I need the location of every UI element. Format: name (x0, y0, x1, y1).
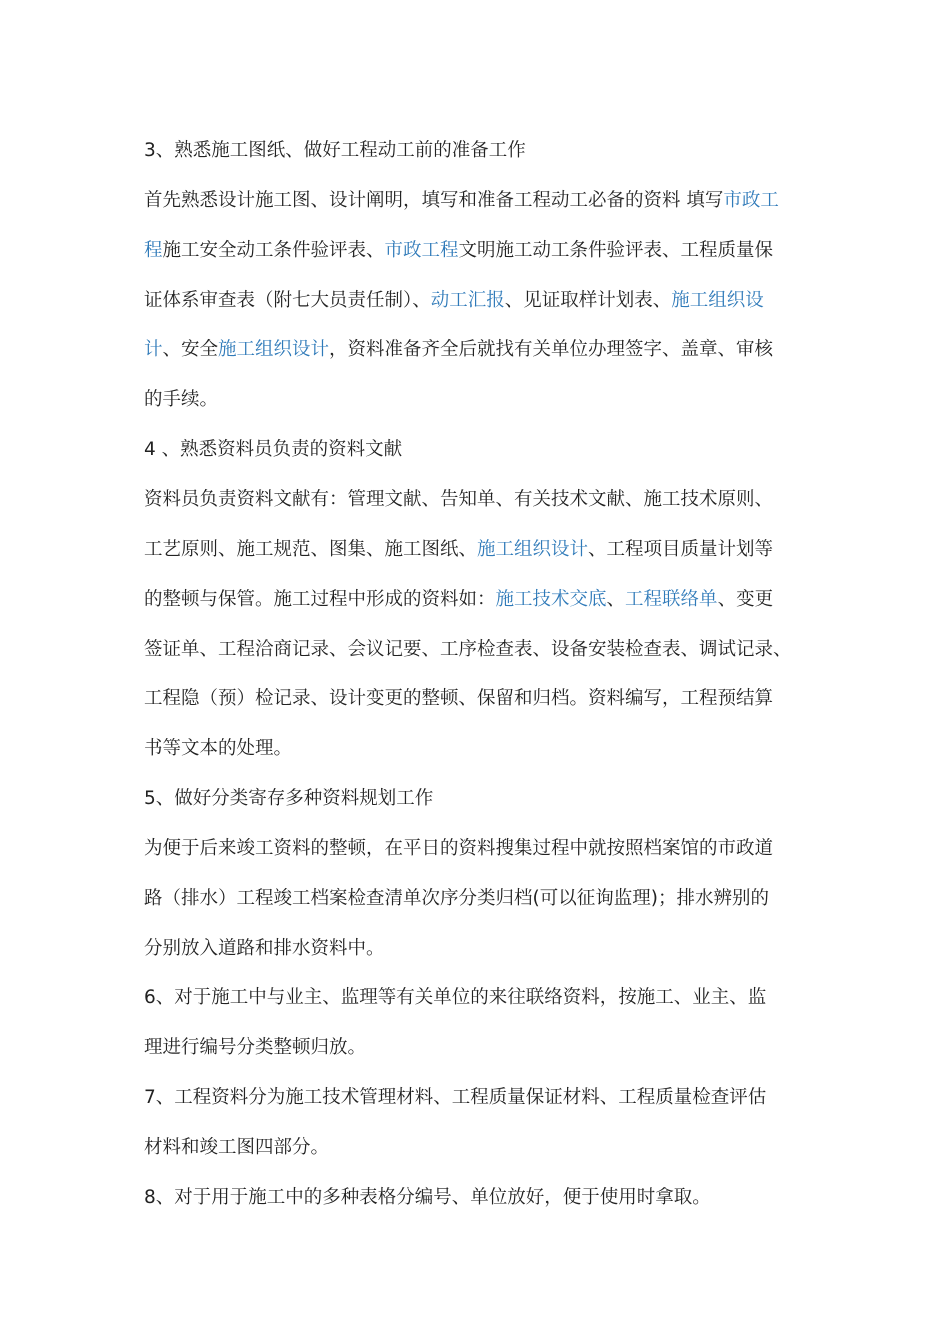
text-segment: 工程隐（预）检记录、设计变更的整顿、保留和归档。资料编写，工程预结算 (144, 688, 774, 709)
text-segment: 8、对于用于施工中的多种表格分编号、单位放好，便于使用时拿取。 (144, 1187, 711, 1208)
text-segment: ，资料准备齐全后就找有关单位办理签字、盖章、审核 (329, 339, 774, 360)
text-segment: 为便于后来竣工资料的整顿，在平日的资料搜集过程中就按照档案馆的市政道 (144, 838, 774, 859)
inline-link[interactable]: 市政工 (723, 190, 779, 211)
text-segment: 3、熟悉施工图纸、做好工程动工前的准备工作 (144, 140, 526, 161)
text-segment: 、工程项目质量计划等 (588, 539, 774, 560)
text-line (144, 288, 764, 314)
text-line (144, 387, 218, 413)
text-segment: 施工安全动工条件验评表、 (162, 240, 385, 261)
inline-link[interactable]: 动工汇报 (430, 290, 505, 311)
text-line (144, 1185, 711, 1211)
text-line (144, 1135, 329, 1161)
text-segment: 、安全 (162, 339, 219, 360)
text-line (144, 836, 773, 862)
text-line (144, 736, 292, 762)
text-line (144, 786, 433, 812)
text-line (144, 886, 769, 912)
text-segment: 、见证取样计划表、 (504, 290, 672, 311)
inline-link[interactable]: 程 (144, 240, 163, 261)
text-line (144, 1035, 366, 1061)
text-line (144, 637, 792, 663)
inline-link[interactable]: 施工组织设计 (477, 539, 589, 560)
text-line (144, 537, 773, 563)
text-line (144, 337, 773, 363)
text-segment: 工艺原则、施工规范、图集、施工图纸、 (144, 539, 478, 560)
text-segment: 书等文本的处理。 (144, 738, 293, 759)
text-line (144, 238, 773, 264)
text-segment: 、变更 (717, 589, 774, 610)
text-segment: 首先熟悉设计施工图、设计阐明，填写和准备工程动工必备的资料 填写 (144, 190, 724, 211)
text-segment: 4 、熟悉资料员负责的资料文献 (144, 439, 403, 460)
text-line (144, 188, 779, 214)
inline-link[interactable]: 计 (144, 339, 163, 360)
text-segment: 材料和竣工图四部分。 (144, 1137, 330, 1158)
inline-link[interactable]: 施工组织设 (671, 290, 764, 311)
text-segment: 路（排水）工程竣工档案检查清单次序分类归档(可以征询监理)；排水辨别的 (144, 888, 769, 909)
inline-link[interactable]: 工程联络单 (625, 589, 718, 610)
text-segment: 7、工程资料分为施工技术管理材料、工程质量保证材料、工程质量检查评估 (144, 1087, 767, 1108)
text-line (144, 138, 526, 164)
text-segment: 签证单、工程洽商记录、会议记要、工序检查表、设备安装检查表、调试记录、 (144, 639, 792, 660)
text-line (144, 936, 385, 962)
text-line (144, 985, 766, 1011)
text-line (144, 686, 773, 712)
text-segment: 的整顿与保管。施工过程中形成的资料如： (144, 589, 496, 610)
text-segment: 文明施工动工条件验评表、工程质量保 (458, 240, 774, 261)
text-line (144, 437, 402, 463)
inline-link[interactable]: 市政工程 (384, 240, 459, 261)
text-segment: 分别放入道路和排水资料中。 (144, 938, 385, 959)
text-line (144, 1085, 766, 1111)
text-segment: 的手续。 (144, 389, 219, 410)
text-segment: 、 (606, 589, 626, 610)
text-line (144, 587, 773, 613)
text-segment: 理进行编号分类整顿归放。 (144, 1037, 367, 1058)
text-segment: 资料员负责资料文献有：管理文献、告知单、有关技术文献、施工技术原则、 (144, 489, 774, 510)
text-segment: 证体系审查表（附七大员责任制）、 (144, 290, 431, 311)
text-segment: 5、做好分类寄存多种资料规划工作 (144, 788, 434, 809)
text-line (144, 487, 773, 513)
inline-link[interactable]: 施工技术交底 (495, 589, 607, 610)
inline-link[interactable]: 施工组织设计 (218, 339, 330, 360)
text-segment: 6、对于施工中与业主、监理等有关单位的来往联络资料，按施工、业主、监 (144, 987, 767, 1008)
